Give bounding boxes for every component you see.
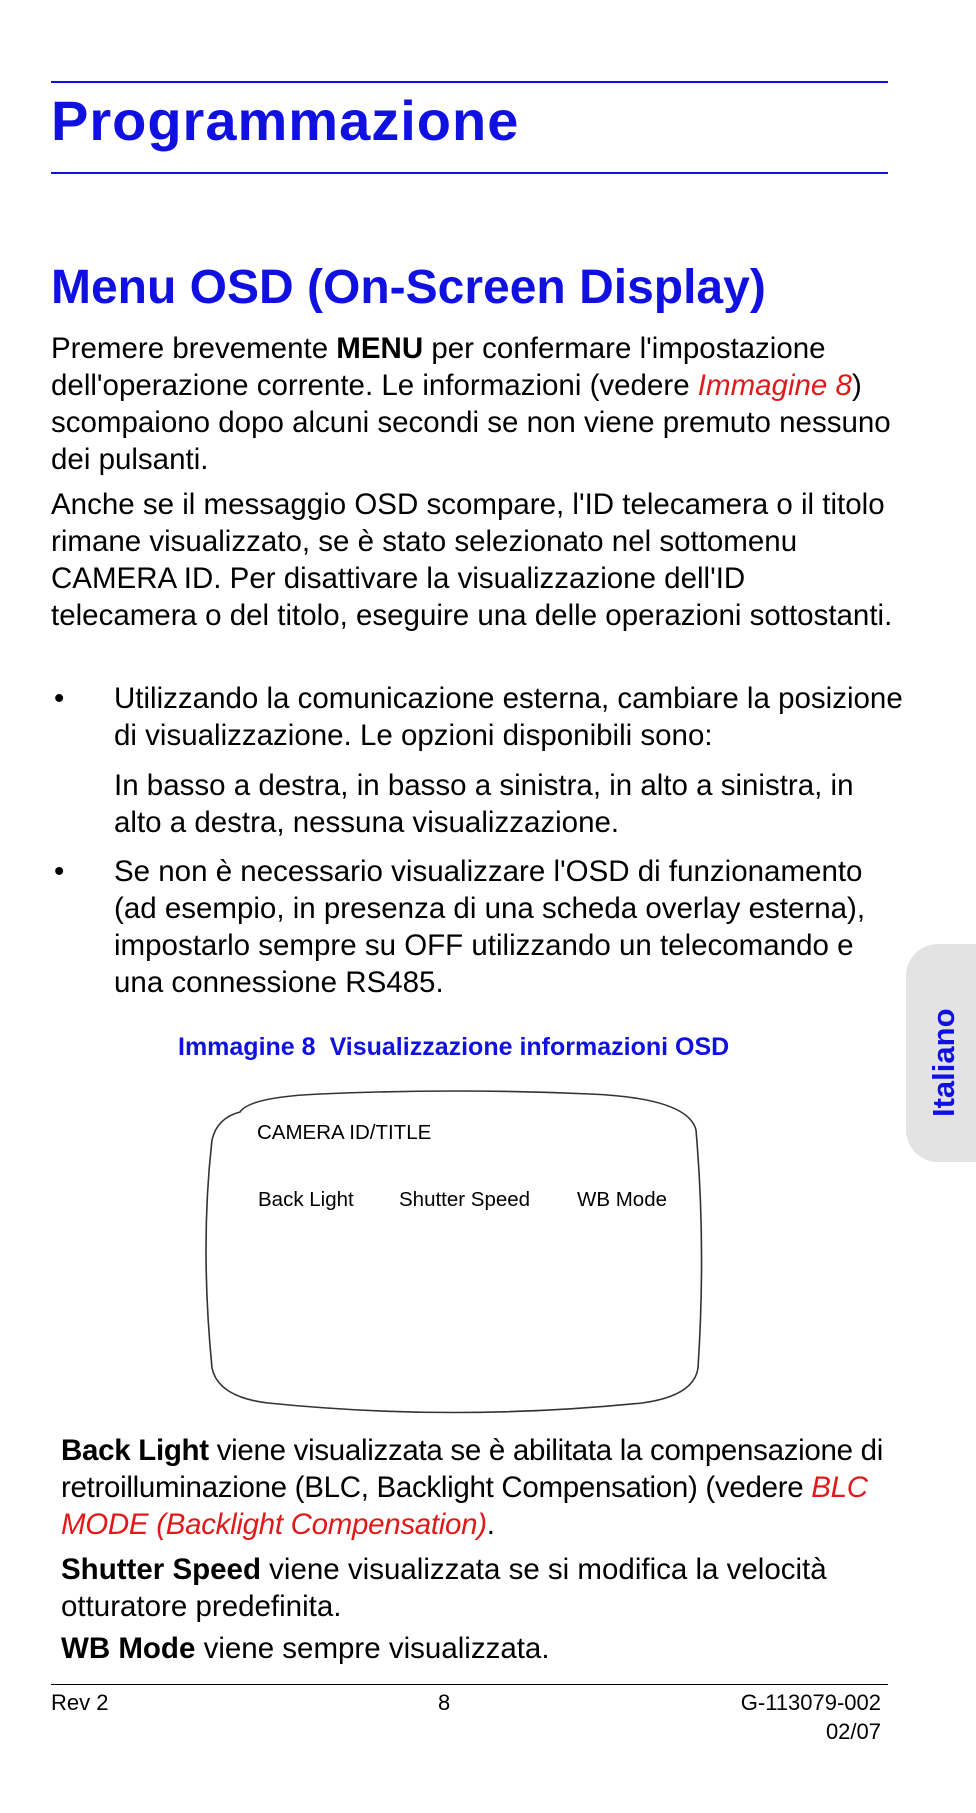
bullet-text: Utilizzando la comunicazione esterna, cambiare la posizione di visualizzazione. Le opzioni disponibili sono: bbox=[114, 682, 903, 752]
bullet-subtext: In basso a destra, in basso a sinistra, in alto a sinistra, in alto a destra, nessuna visualizzazione. bbox=[114, 769, 854, 839]
osd-camera-id: CAMERA ID/TITLE bbox=[257, 1121, 432, 1144]
osd-shutter-speed: Shutter Speed bbox=[399, 1188, 531, 1211]
wb-description bbox=[61, 1630, 896, 1667]
intro-text-3: ) scompaiono dopo alcuni secondi se non viene premuto nessuno dei pulsanti. bbox=[51, 369, 891, 476]
backlight-end: . bbox=[486, 1508, 495, 1541]
wb-term: WB Mode bbox=[61, 1632, 196, 1665]
shutter-text: viene visualizzata se si modifica la velocità otturatore predefinita. bbox=[61, 1553, 827, 1623]
footer-rule bbox=[51, 1684, 888, 1685]
figure-number: Immagine 8 bbox=[178, 1033, 316, 1061]
menu-keyword: MENU bbox=[336, 332, 424, 365]
bullet-dot-icon: • bbox=[54, 855, 65, 888]
backlight-text: viene visualizzata se è abilitata la compensazione di retroilluminazione (BLC, Backlight Compensation) (vedere bbox=[61, 1434, 883, 1504]
footer-page-number: 8 bbox=[438, 1690, 451, 1715]
osd-backlight: Back Light bbox=[258, 1188, 354, 1211]
shutter-description bbox=[61, 1551, 896, 1625]
footer-date: 02/07 bbox=[825, 1719, 881, 1744]
figure-title: Visualizzazione informazioni OSD bbox=[329, 1033, 730, 1061]
figure-caption bbox=[178, 1031, 729, 1063]
footer-revision: Rev 2 bbox=[51, 1690, 109, 1715]
backlight-description bbox=[61, 1432, 896, 1543]
osd-wb-mode: WB Mode bbox=[577, 1188, 667, 1211]
language-tab-label: Italiano bbox=[926, 1008, 961, 1117]
intro-text-1: Premere brevemente bbox=[51, 332, 337, 365]
section-title: Menu OSD (On-Screen Display) bbox=[51, 261, 766, 314]
figure-reference-link[interactable]: Immagine 8 bbox=[697, 369, 852, 402]
header-rule-bottom bbox=[51, 172, 888, 174]
wb-text: viene sempre visualizzata. bbox=[195, 1632, 550, 1665]
bullet-dot-icon: • bbox=[54, 682, 65, 715]
osd-paragraph: Anche se il messaggio OSD scompare, l'ID telecamera o il titolo rimane visualizzato, se è stato selezionato nel sottomenu CAMERA ID. Per disattivare la visualizzazione dell'ID telecamera o del titolo, eseguire una delle operazioni sottostanti. bbox=[51, 488, 893, 632]
backlight-term: Back Light bbox=[61, 1434, 209, 1467]
bullet-text: Se non è necessario visualizzare l'OSD di funzionamento (ad esempio, in presenza di una scheda overlay esterna), impostarlo sempre su OFF utilizzando un telecomando e una connessione RS485. bbox=[114, 855, 866, 999]
shutter-term: Shutter Speed bbox=[61, 1553, 261, 1586]
intro-paragraph bbox=[51, 330, 896, 478]
blc-mode-reference-link[interactable]: BLC MODE (Backlight Compensation) bbox=[61, 1471, 868, 1541]
chapter-title: Programmazione bbox=[51, 89, 520, 152]
intro-text-2: per confermare l'impostazione dell'operazione corrente. Le informazioni (vedere bbox=[51, 332, 826, 402]
header-rule-top bbox=[51, 81, 888, 83]
footer-document-code: G-113079-002 bbox=[740, 1690, 881, 1715]
